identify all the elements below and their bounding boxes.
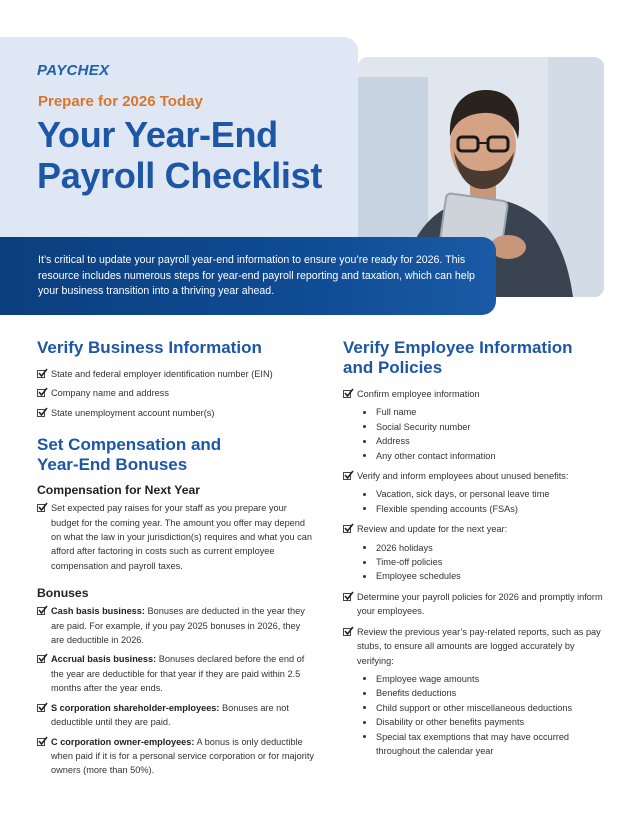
title-line-1: Your Year-End [37, 114, 278, 155]
bullet-text: Address [376, 436, 410, 447]
bullet-item [343, 541, 605, 555]
bullet-icon [363, 440, 366, 443]
bullet-item [343, 686, 605, 700]
bullet-icon [363, 507, 366, 510]
bullet-icon [363, 411, 366, 414]
bullet-text: Employee wage amounts [376, 673, 480, 684]
verify-employee-heading-line-1: Verify Employee Information [343, 338, 573, 357]
checkbox-icon [37, 370, 45, 378]
checklist-text: Company name and address [51, 388, 169, 399]
bonus-item [37, 652, 315, 695]
checkbox-icon [37, 409, 45, 417]
bullet-text: Disability or other benefits payments [376, 717, 525, 728]
checkbox-icon [343, 593, 351, 601]
checkbox-icon [343, 628, 351, 636]
checkbox-icon [343, 472, 351, 480]
bullet-item [343, 715, 605, 729]
bullet-item [343, 555, 605, 569]
checklist-item [37, 406, 315, 420]
bullet-text: Flexible spending accounts (FSAs) [376, 503, 518, 514]
bullet-icon [363, 706, 366, 709]
checkbox-icon [37, 607, 45, 615]
bullet-item [343, 449, 605, 463]
compensation-heading-line-1: Set Compensation and [37, 435, 222, 455]
right-column [343, 338, 605, 758]
bullet-icon [363, 677, 366, 680]
bullet-text: Social Security number [376, 421, 471, 432]
bullet-icon [363, 546, 366, 549]
checkbox-icon [343, 525, 351, 533]
checklist-item [343, 522, 605, 536]
checklist-text: State and federal employer identification number (EIN) [51, 369, 273, 379]
bullet-item [343, 420, 605, 434]
bonus-text: Bonuses are not deductible until they are paid. [51, 702, 289, 728]
bonuses-subheading: Bonuses [37, 586, 89, 601]
checkbox-icon [343, 390, 351, 398]
left-column [37, 338, 315, 778]
checklist-text: Verify and inform employees about unused benefits: [357, 471, 569, 482]
checklist-item [37, 501, 315, 573]
bullet-item [343, 569, 605, 583]
checklist-text: Determine your payroll policies for 2026 and promptly inform your employees. [357, 591, 603, 617]
bullet-text: Child support or other miscellaneous deductions [376, 702, 573, 713]
bullet-icon [363, 561, 366, 564]
bullet-icon [363, 735, 366, 738]
bullet-text: Any other contact information [376, 450, 496, 461]
checkbox-icon [37, 738, 45, 746]
bonus-text: Bonuses declared before the end of the year are deductible for that year if they are paid within 2.5 months after the year ends. [51, 654, 305, 694]
bonus-item [37, 604, 315, 647]
bullet-icon [363, 575, 366, 578]
checklist-item [343, 590, 605, 619]
bullet-item [343, 502, 605, 516]
bullet-icon [363, 692, 366, 695]
bullet-item [343, 672, 605, 686]
bullet-icon [363, 721, 366, 724]
bullet-icon [363, 454, 366, 457]
checklist-item [343, 625, 605, 668]
checklist-text: Confirm employee information [357, 389, 480, 399]
tagline: Prepare for 2026 Today [38, 93, 203, 110]
bullet-item [343, 730, 605, 759]
checkbox-icon [37, 504, 45, 512]
bullet-text: Benefits deductions [376, 688, 457, 699]
bonus-item [37, 701, 315, 730]
verify-employee-heading [343, 338, 605, 378]
bullet-item [343, 487, 605, 501]
checklist-text: Set expected pay raises for your staff as you prepare your budget for the coming year. The amount you offer may depend on what the law in your jurisdiction(s) requires and what you can afford after factoring in costs such as current employee compensation and payroll taxes. [51, 503, 312, 571]
bullet-text: Time-off policies [376, 557, 443, 568]
verify-business-heading: Verify Business Information [37, 338, 262, 357]
page-title [37, 114, 322, 196]
bullet-text: Employee schedules [376, 571, 461, 582]
compensation-next-year-subheading: Compensation for Next Year [37, 483, 200, 498]
bonus-item [37, 735, 315, 778]
title-line-2: Payroll Checklist [37, 155, 323, 196]
compensation-heading [37, 435, 315, 475]
bullet-icon [363, 425, 366, 428]
compensation-heading-line-2: Year-End Bonuses [37, 455, 188, 475]
bullet-item [343, 434, 605, 448]
bonus-term: S corporation shareholder-employees: [51, 702, 220, 713]
intro-text: It’s critical to update your payroll year-end information to ensure you’re ready for 2026. This resource includes numerous steps for year-end payroll reporting and taxation, which can help your business transition into a thriving year ahead. [38, 254, 475, 297]
checklist-item [343, 469, 605, 483]
bonus-term: Accrual basis business: [51, 654, 157, 665]
bullet-item [343, 405, 605, 419]
checklist-item [37, 386, 315, 400]
bullet-text: Special tax exemptions that may have occurred throughout the calendar year [376, 731, 570, 756]
bonus-text: A bonus is only deductible when paid if it is for a personal service corporation or for majority owners (more than 50%). [51, 736, 314, 776]
bonus-text: Bonuses are deducted in the year they are paid. For example, if you pay 2025 bonuses in 2026, they are deductible in 2026. [51, 606, 305, 646]
bullet-icon [363, 493, 366, 496]
bullet-text: Vacation, sick days, or personal leave time [376, 489, 550, 500]
bullet-text: 2026 holidays [376, 542, 433, 553]
checklist-item [37, 367, 315, 381]
checkbox-icon [37, 704, 45, 712]
paychex-logo: PAYCHEX [37, 62, 110, 79]
checklist-text: State unemployment account number(s) [51, 407, 215, 418]
bullet-text: Full name [376, 407, 417, 418]
checkbox-icon [37, 389, 45, 397]
bonus-term: Cash basis business: [51, 606, 145, 617]
bonus-term: C corporation owner-employees: [51, 736, 195, 747]
checklist-text: Review the previous year’s pay-related reports, such as pay stubs, to ensure all amounts are logged accurately by verifying: [357, 626, 601, 666]
checklist-item [343, 387, 605, 401]
bullet-item [343, 701, 605, 715]
checklist-text: Review and update for the next year: [357, 524, 508, 535]
checkbox-icon [37, 655, 45, 663]
verify-employee-heading-line-2: and Policies [343, 358, 443, 377]
